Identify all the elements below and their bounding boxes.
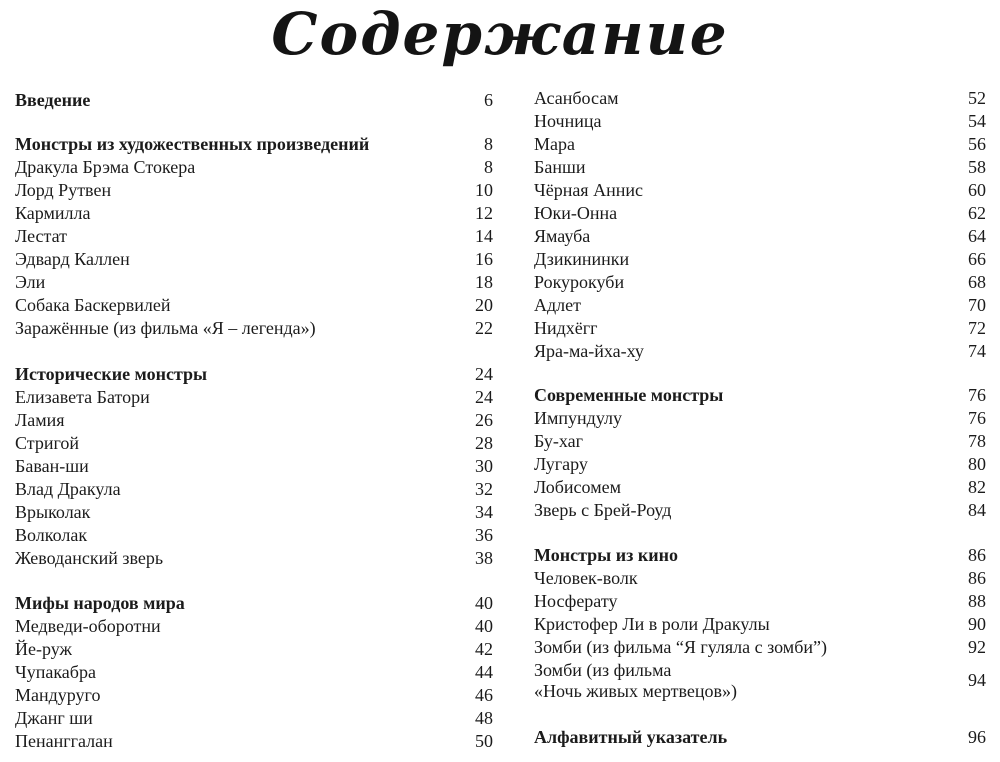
toc-entry[interactable] <box>15 683 493 707</box>
entry-page: 18 <box>475 272 493 292</box>
entry-title-line2: «Ночь живых мертвецов») <box>534 681 737 701</box>
entry-page: 92 <box>968 637 986 657</box>
toc-entry[interactable] <box>15 706 493 730</box>
toc-entry[interactable] <box>534 498 986 522</box>
entry-title: Эдвард Каллен <box>15 249 130 269</box>
toc-entry[interactable] <box>15 178 493 202</box>
entry-title: Елизавета Батори <box>15 387 150 407</box>
entry-page: 86 <box>968 545 986 565</box>
entry-page: 64 <box>968 226 986 246</box>
entry-title: Йе-руж <box>15 639 72 659</box>
toc-entry[interactable] <box>534 201 986 225</box>
entry-title: Алфавитный указатель <box>534 727 728 747</box>
entry-page: 76 <box>968 408 986 428</box>
toc-entry[interactable] <box>15 729 493 753</box>
entry-title: Монстры из художественных произведений <box>15 134 370 154</box>
toc-entry[interactable] <box>15 385 493 409</box>
entry-title: Мара <box>534 134 575 154</box>
toc-entry[interactable] <box>534 429 986 453</box>
entry-title: Банши <box>534 157 586 177</box>
toc-entry[interactable] <box>15 293 493 317</box>
entry-page: 62 <box>968 203 986 223</box>
entry-page: 8 <box>484 157 493 177</box>
entry-page: 26 <box>475 410 493 430</box>
toc-heading[interactable] <box>534 543 986 567</box>
entry-title: Кристофер Ли в роли Дракулы <box>534 614 770 634</box>
entry-page: 44 <box>475 662 493 682</box>
page-title: Содержание <box>271 0 729 68</box>
entry-title: Бу-хаг <box>534 431 584 451</box>
entry-title: Мифы народов мира <box>15 593 185 613</box>
entry-page: 60 <box>968 180 986 200</box>
entry-page: 76 <box>968 385 986 405</box>
entry-title: Кармилла <box>15 203 91 223</box>
entry-page: 72 <box>968 318 986 338</box>
entry-title: Ямауба <box>534 226 591 246</box>
entry-page: 70 <box>968 295 986 315</box>
entry-title: Волколак <box>15 525 88 545</box>
entry-page: 24 <box>475 387 493 407</box>
entry-page: 36 <box>475 525 493 545</box>
entry-page: 78 <box>968 431 986 451</box>
toc-heading[interactable] <box>534 725 986 749</box>
entry-title: Эли <box>15 272 46 292</box>
toc-heading[interactable] <box>15 591 493 615</box>
entry-title: Ночница <box>534 111 602 131</box>
toc-entry[interactable] <box>534 270 986 294</box>
entry-page: 74 <box>968 341 986 361</box>
entry-title: Рокурокуби <box>534 272 625 292</box>
entry-page: 54 <box>968 111 986 131</box>
entry-title: Импундулу <box>534 408 623 428</box>
toc-entry[interactable] <box>534 247 986 271</box>
entry-title: Лугару <box>534 454 588 474</box>
entry-page: 56 <box>968 134 986 154</box>
toc-entry[interactable] <box>15 523 493 547</box>
entry-title: Человек-волк <box>534 568 638 588</box>
toc-entry[interactable] <box>534 109 986 133</box>
entry-title: Влад Дракула <box>15 479 121 499</box>
entry-page: 34 <box>475 502 493 522</box>
entry-page: 82 <box>968 477 986 497</box>
entry-title: Чёрная Аннис <box>534 180 643 200</box>
entry-title: Ламия <box>15 410 65 430</box>
entry-page: 14 <box>475 226 493 246</box>
toc-entry[interactable] <box>15 500 493 524</box>
toc-entry[interactable] <box>534 224 986 248</box>
entry-title: Яра-ма-йха-ху <box>534 341 644 361</box>
entry-title: Стригой <box>15 433 80 453</box>
toc-entry[interactable] <box>534 132 986 156</box>
toc-heading[interactable] <box>15 88 493 112</box>
entry-page: 6 <box>484 90 493 110</box>
toc-entry[interactable] <box>534 658 986 702</box>
entry-page: 58 <box>968 157 986 177</box>
entry-page: 10 <box>475 180 493 200</box>
toc-entry[interactable] <box>15 477 493 501</box>
entry-page: 52 <box>968 88 986 108</box>
toc-entry[interactable] <box>534 339 986 363</box>
entry-page: 42 <box>475 639 493 659</box>
toc-entry[interactable] <box>15 224 493 248</box>
toc-entry[interactable] <box>15 270 493 294</box>
toc-entry[interactable] <box>534 589 986 613</box>
entry-page: 24 <box>475 364 493 384</box>
toc-entry[interactable] <box>15 454 493 478</box>
entry-title: Зверь с Брей-Роуд <box>534 500 672 520</box>
toc-heading[interactable] <box>15 132 493 156</box>
toc-entry[interactable] <box>534 475 986 499</box>
toc-entry[interactable] <box>15 431 493 455</box>
entry-page: 86 <box>968 568 986 588</box>
entry-page: 40 <box>475 616 493 636</box>
entry-title: Введение <box>15 90 91 110</box>
entry-page: 96 <box>968 727 986 747</box>
entry-title: Адлет <box>534 295 581 315</box>
toc-entry[interactable] <box>15 316 493 340</box>
entry-page: 66 <box>968 249 986 269</box>
entry-title: Лобисомем <box>534 477 621 497</box>
toc-entry[interactable] <box>534 178 986 202</box>
entry-page: 90 <box>968 614 986 634</box>
entry-title: Дракула Брэма Стокера <box>15 157 196 177</box>
entry-page: 94 <box>968 670 986 690</box>
toc-entry[interactable] <box>15 155 493 179</box>
entry-title: Зомби (из фильма “Я гуляла с зомби”) <box>534 637 827 657</box>
entry-title: Дзикининки <box>534 249 630 269</box>
toc-entry[interactable] <box>534 612 986 636</box>
entry-page: 28 <box>475 433 493 453</box>
toc-heading[interactable] <box>15 362 493 386</box>
entry-title: Носферату <box>534 591 618 611</box>
entry-title: Современные монстры <box>534 385 724 405</box>
entry-title: Исторические монстры <box>15 364 208 384</box>
toc-entry[interactable] <box>15 247 493 271</box>
entry-title: Асанбосам <box>534 88 619 108</box>
entry-page: 68 <box>968 272 986 292</box>
toc-entry[interactable] <box>15 614 493 638</box>
entry-page: 88 <box>968 591 986 611</box>
toc-entry[interactable] <box>15 546 493 570</box>
toc-entry[interactable] <box>15 660 493 684</box>
entry-page: 50 <box>475 731 493 751</box>
entry-title: Врыколак <box>15 502 91 522</box>
toc-entry[interactable] <box>534 155 986 179</box>
toc-entry[interactable] <box>534 293 986 317</box>
entry-title: Жеводанский зверь <box>15 548 164 568</box>
entry-title: Зомби (из фильма <box>534 660 672 680</box>
entry-page: 80 <box>968 454 986 474</box>
entry-title: Баван-ши <box>15 456 89 476</box>
toc-entry[interactable] <box>534 406 986 430</box>
entry-page: 46 <box>475 685 493 705</box>
entry-title: Собака Баскервилей <box>15 295 171 315</box>
entry-page: 40 <box>475 593 493 613</box>
entry-title: Джанг ши <box>15 708 93 728</box>
entry-page: 22 <box>475 318 493 338</box>
entry-page: 84 <box>968 500 986 520</box>
entry-page: 12 <box>475 203 493 223</box>
toc-entry[interactable] <box>534 452 986 476</box>
toc-entry[interactable] <box>534 635 986 659</box>
entry-page: 30 <box>475 456 493 476</box>
entry-title: Монстры из кино <box>534 545 678 565</box>
entry-title: Юки-Онна <box>534 203 618 223</box>
entry-title: Нидхёгг <box>534 318 598 338</box>
entry-title: Пенанггалан <box>15 731 113 751</box>
entry-page: 8 <box>484 134 493 154</box>
entry-page: 38 <box>475 548 493 568</box>
toc-entry[interactable] <box>15 201 493 225</box>
toc-heading[interactable] <box>534 383 986 407</box>
toc-entry[interactable] <box>15 637 493 661</box>
entry-title: Заражённые (из фильма «Я – легенда») <box>15 318 316 338</box>
entry-page: 32 <box>475 479 493 499</box>
entry-page: 48 <box>475 708 493 728</box>
entry-title: Мандуруго <box>15 685 101 705</box>
toc-entry[interactable] <box>534 566 986 590</box>
entry-page: 20 <box>475 295 493 315</box>
toc-entry[interactable] <box>534 86 986 110</box>
toc-entry[interactable] <box>534 316 986 340</box>
entry-title: Чупакабра <box>15 662 96 682</box>
entry-title: Лестат <box>15 226 67 246</box>
entry-page: 16 <box>475 249 493 269</box>
entry-title: Лорд Рутвен <box>15 180 112 200</box>
entry-title: Медведи-оборотни <box>15 616 161 636</box>
toc-entry[interactable] <box>15 408 493 432</box>
